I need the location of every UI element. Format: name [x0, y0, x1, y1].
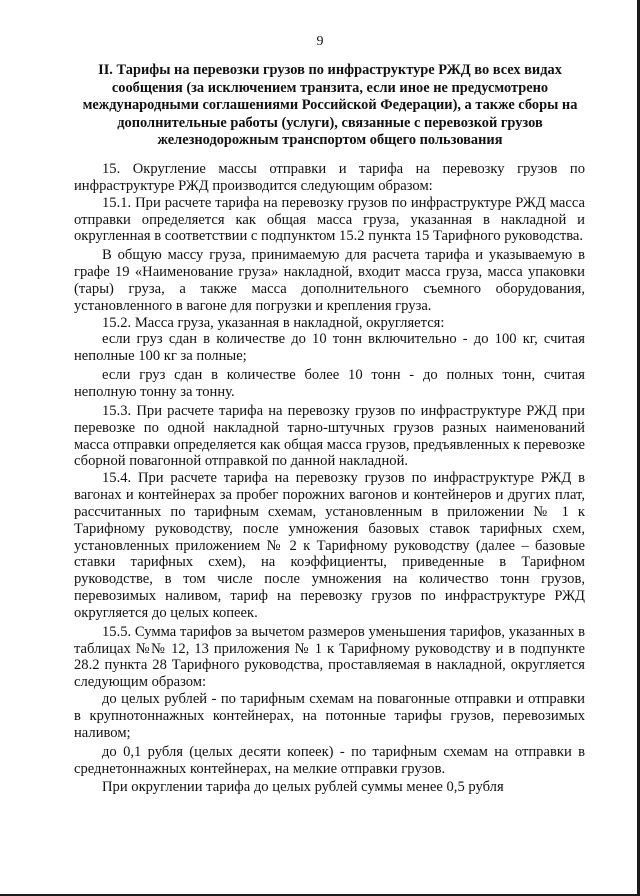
paragraph-total-mass: В общую массу груза, принимаемую для расчета тарифа и указываемую в графе 19 «Наименование груза» накладной, входит масса груза, масса упаковки (тары) груза, а также масса дополнительного съемного оборудования, установленного в вагоне для погрузки и крепления груза. — [74, 247, 585, 314]
paragraph-over-10-tons: если груз сдан в количестве более 10 тонн - до полных тонн, считая неполную тонну за тонну. — [74, 367, 585, 400]
paragraph-whole-rubles: до целых рублей - по тарифным схемам на повагонные отправки и отправки в крупнотоннажных контейнерах, на потонные тарифы грузов, перевозимых наливом; — [74, 691, 585, 741]
paragraph-up-to-10-tons: если груз сдан в количестве до 10 тонн включительно - до 100 кг, считая неполные 100 кг за полные; — [74, 331, 585, 365]
paragraph-15-4: 15.4. При расчете тарифа на перевозку грузов по инфраструктуре РЖД в вагонах и контейнерах за пробег порожних вагонов и контейнеров и других плат, рассчитанных по тарифным схемам, установленным в приложении № 1 к Тарифному руководству, после умножения базовых ставок тарифных схем, установленных приложением № 2 к Тарифному руководству (далее – базовые ставки тарифных схем), на коэффициенты, приведенные в Тарифном руководстве, в том числе после умножения на количество тонн грузов, перевозимых наливом, тариф на перевозку грузов по инфраструктуре РЖД округляется до целых копеек. — [74, 470, 585, 621]
paragraph-15-1: 15.1. При расчете тарифа на перевозку грузов по инфраструктуре РЖД масса отправки определяется как общая масса груза, указанная в накладной и округленная в соответствии с подпунктом 15.2 пункта 15 Тарифного руководства. — [74, 194, 585, 245]
paragraph-rounding-under-half: При округлении тарифа до целых рублей суммы менее 0,5 рубля — [102, 779, 504, 796]
paragraph-15-5: 15.5. Сумма тарифов за вычетом размеров уменьшения тарифов, указанных в таблицах №№ 12, 13 приложения № 1 к Тарифному руководству и в подпункте 28.2 пункта 28 Тарифного руководства, проставляемая в накладной, округляется следующим образом: — [74, 623, 585, 691]
paragraph-15: 15. Округление массы отправки и тарифа на перевозку грузов по инфраструктуре РЖД производится следующим образом: — [74, 161, 585, 194]
document-body — [74, 161, 585, 796]
section-heading: II. Тарифы на перевозки грузов по инфраструктуре РЖД во всех видах сообщения (за исключением транзита, если иное не предусмотрено международными соглашениями Российской Федерации), а также сборы на дополнительные работы (услуги), связанные с перевозкой грузов железнодорожным транспортом общего пользования — [82, 62, 578, 149]
paragraph-tenth-ruble: до 0,1 рубля (целых десяти копеек) - по тарифным схемам на отправки в среднетоннажных контейнерах, на мелкие отправки грузов. — [74, 743, 585, 777]
paragraph-15-3: 15.3. При расчете тарифа на перевозку грузов по инфраструктуре РЖД при перевозке по одной накладной тарно-штучных грузов разных наименований масса отправки определяется как общая масса грузов, предъявленных к перевозке сборной повагонной отправкой по данной накладной. — [74, 402, 585, 470]
page-number: 9 — [316, 34, 324, 49]
paragraph-15-2: 15.2. Масса груза, указанная в накладной, округляется: — [102, 314, 445, 331]
